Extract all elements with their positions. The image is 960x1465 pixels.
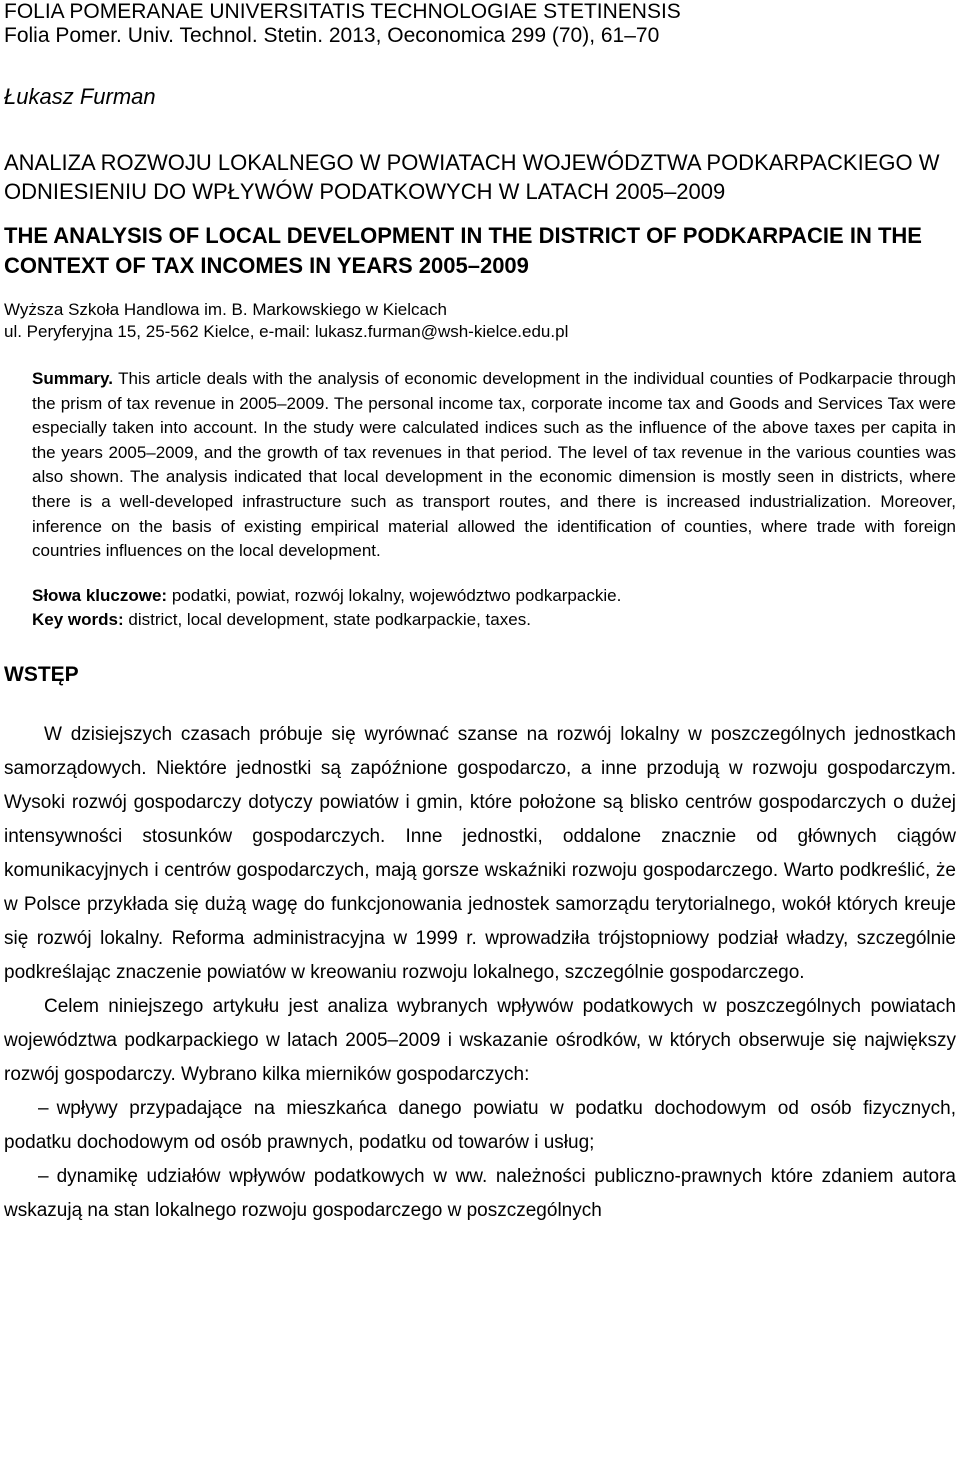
author-name: Łukasz Furman [4,84,156,109]
keywords-polish [32,584,954,608]
summary-text: This article deals with the analysis of economic development in the individual counties of Podkarpacie through the prism of tax revenue in 2005–2009. The personal income tax, corporate income tax and Goods and Services Tax were especially taken into account. In the study were calculated indices such as the influence of the above taxes per capita in the years 2005–2009, and the growth of tax revenues in that period. The level of tax revenue in the various counties was also shown. The analysis indicated that local development in the economic dimension is mostly seen in districts, where there is a well-developed infrastructure such as transport routes, and there is increased industrialization. Moreover, inference on the basis of existing empirical material allowed the identification of counties, where trade with foreign countries influences on the local development. [32,369,956,561]
bullet-dash: – [38,1097,49,1119]
section-body [4,718,956,1228]
bullet-text-1: wpływy przypadające na mieszkańca danego powiatu w podatku dochodowym od osób fizycznych, podatku dochodowym od osób prawnych, podatku od towarów i usług; [4,1097,956,1153]
paragraph-2: Celem niniejszego artykułu jest analiza wybranych wpływów podatkowych w poszczególnych powiatach województwa podkarpackiego w latach 2005–2009 i wskazanie ośrodków, w których obserwuje się największy rozwój gospodarczy. Wybrano kilka mierników gospodarczych: [4,995,956,1085]
affiliation [4,299,954,343]
keywords-english [32,608,954,632]
affiliation-address: ul. Peryferyjna 15, 25-562 Kielce, e-mail: lukasz.furman@wsh-kielce.edu.pl [4,322,569,341]
keywords-polish-label: Słowa kluczowe: [32,585,168,605]
journal-citation: Folia Pomer. Univ. Technol. Stetin. 2013, Oeconomica 299 (70), 61–70 [4,24,660,47]
bullet-text-2: dynamikę udziałów wpływów podatkowych w ww. należności publiczno-prawnych które zdaniem autora wskazują na stan lokalnego rozwoju gospodarczego w poszczególnych [4,1165,956,1221]
paragraph-1: W dzisiejszych czasach próbuje się wyrównać szanse na rozwój lokalny w poszczególnych jednostkach samorządowych. Niektóre jednostki są zapóźnione gospodarczo, a inne przodują w rozwoju gospodarczym. Wysoki rozwój gospodarczy dotyczy powiatów i gmin, które położone są blisko centrów gospodarczych o dużej intensywności stosunków gospodarczych. Inne jednostki, oddalone znacznie od głównych ciągów komunikacyjnych i centrów gospodarczych, mają gorsze wskaźniki rozwoju gospodarczego. Warto podkreślić, że w Polsce przykłada się dużą wagę do funkcjonowania jednostek samorządu terytorialnego, wokół których kreuje się rozwój lokalny. Reforma administracyjna w 1999 r. wprowadziła trójstopniowy podział władzy, szczególnie podkreślając znaczenie powiatów w kreowaniu rozwoju lokalnego, szczególnie gospodarczego. [4,723,956,983]
section-heading: WSTĘP [4,662,79,686]
summary-label: Summary. [32,369,113,388]
bullet-dash: – [38,1165,49,1187]
keywords-english-label: Key words: [32,609,124,629]
journal-header [4,0,954,48]
bullet-item-1 [4,1092,956,1160]
bullet-item-2 [4,1160,956,1228]
title-polish: ANALIZA ROZWOJU LOKALNEGO W POWIATACH WOJEWÓDZTWA PODKARPACKIEGO W ODNIESIENIU DO WPŁYWÓW PODATKOWYCH W LATACH 2005–2009 [4,150,940,204]
document-page [4,0,954,1228]
affiliation-institution: Wyższa Szkoła Handlowa im. B. Markowskiego w Kielcach [4,300,447,319]
keywords-block [32,584,954,632]
title-english: THE ANALYSIS OF LOCAL DEVELOPMENT IN THE DISTRICT OF PODKARPACIE IN THE CONTEXT OF TAX INCOMES IN YEARS 2005–2009 [4,223,922,278]
summary-abstract [32,367,956,564]
journal-name: FOLIA POMERANAE UNIVERSITATIS TECHNOLOGIAE STETINENSIS [4,0,681,23]
keywords-english-text: district, local development, state podkarpackie, taxes. [128,609,531,629]
keywords-polish-text: podatki, powiat, rozwój lokalny, województwo podkarpackie. [171,585,622,605]
